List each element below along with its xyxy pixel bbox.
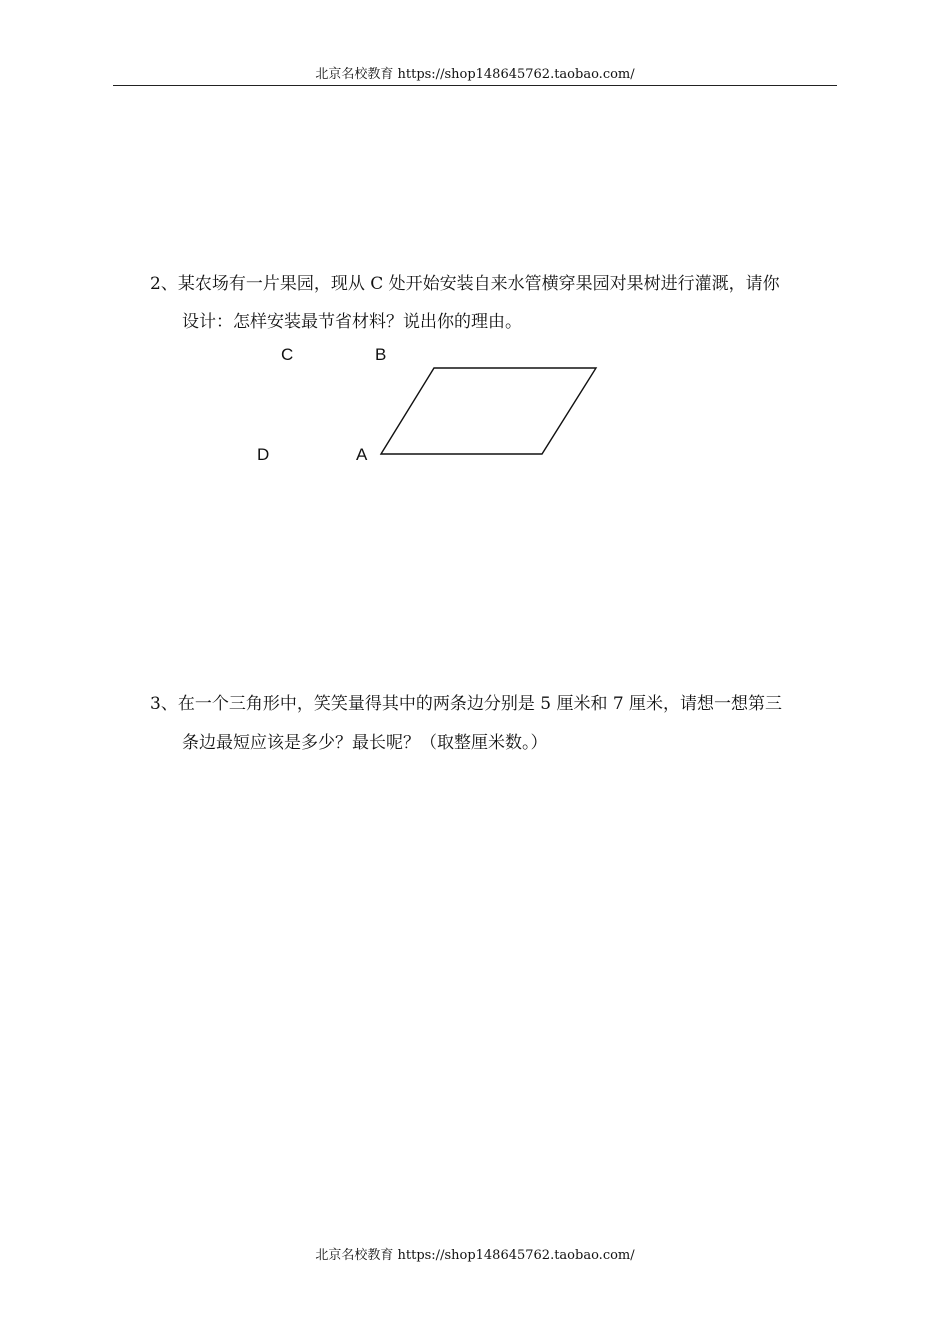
orchard-parallelogram-figure <box>370 360 610 464</box>
point-label-d: D <box>257 445 270 464</box>
orchard-parallelogram <box>381 368 596 454</box>
page-header-text: 北京名校教育 https://shop148645762.taobao.com/ <box>315 67 635 82</box>
point-label-a: A <box>356 445 368 464</box>
point-label-c: C <box>281 345 294 364</box>
question-2-line-1: 2、某农场有一片果园，现从 C 处开始安装自来水管横穿果园对果树进行灌溉，请你 <box>150 274 780 294</box>
question-2-line-2: 设计：怎样安装最节省材料？说出你的理由。 <box>182 312 522 332</box>
question-3-line-1: 3、在一个三角形中，笑笑量得其中的两条边分别是 5 厘米和 7 厘米，请想一想第三 <box>150 694 783 714</box>
header-divider <box>113 85 837 86</box>
page-footer-text: 北京名校教育 https://shop148645762.taobao.com/ <box>315 1248 635 1263</box>
question-3-line-2: 条边最短应该是多少？最长呢？（取整厘米数。） <box>182 733 548 753</box>
point-label-b: B <box>375 345 387 364</box>
